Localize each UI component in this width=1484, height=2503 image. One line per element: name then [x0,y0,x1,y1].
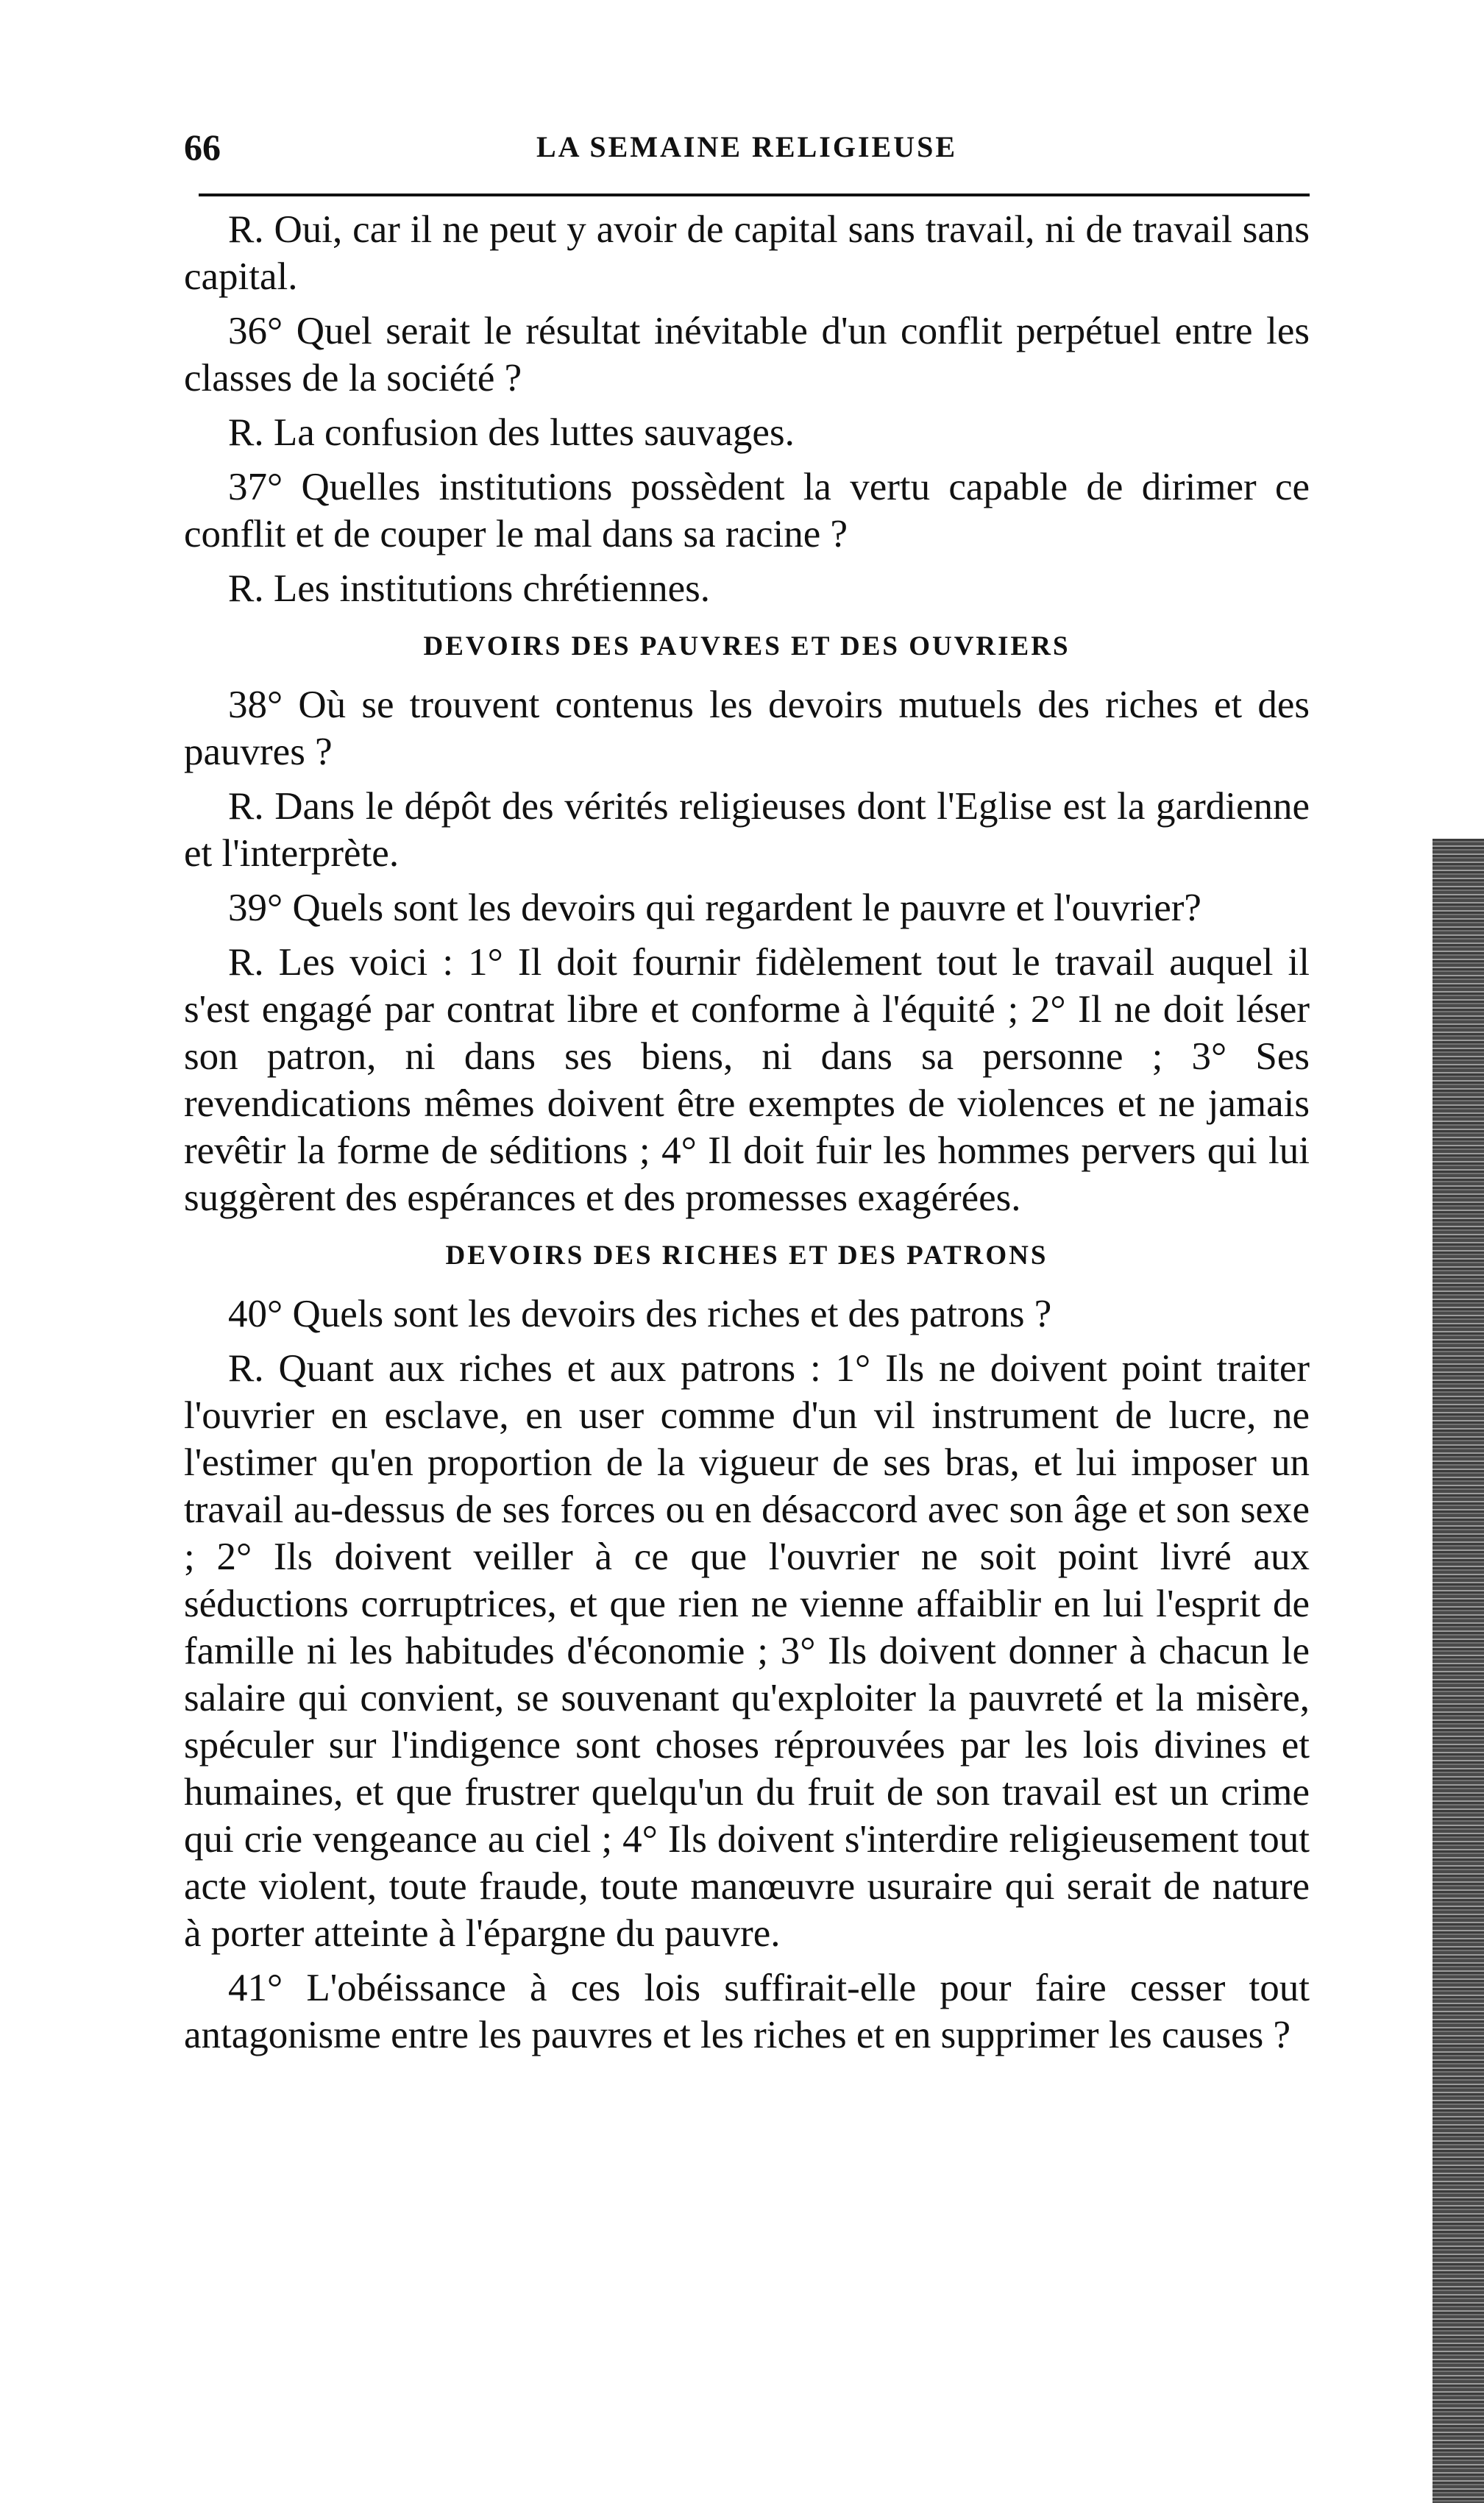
page-number: 66 [184,127,221,168]
answer-paragraph: R. Oui, car il ne peut y avoir de capital sans travail, ni de travail sans capital. [184,208,1310,298]
answer-paragraph: R. Les institutions chrétiennes. [228,567,711,610]
question-39: 39° Quels sont les devoirs qui regardent le pauvre et l'ouvrier? [228,887,1201,929]
question-40: 40° Quels sont les devoirs des riches et des patrons ? [228,1293,1052,1335]
answer-paragraph: R. Dans le dépôt des vérités religieuses dont l'Eglise est la gardienne et l'interprète. [184,785,1310,875]
question-37: 37° Quelles institutions possèdent la vertu capable de dirimer ce conflit et de couper le mal dans sa racine ? [184,466,1310,555]
answer-paragraph: R. La confusion des luttes sauvages. [228,411,795,454]
header-rule [199,194,1310,196]
question-36: 36° Quel serait le résultat inévitable d'un conflit perpétuel entre les classes de la société ? [184,310,1310,400]
section-heading-riches: DEVOIRS DES RICHES ET DES PATRONS [445,1240,1048,1271]
body-text [184,206,1310,2066]
question-38: 38° Où se trouvent contenus les devoirs mutuels des riches et des pauvres ? [184,684,1310,773]
scanned-page-edge [1432,839,1484,2503]
question-41: 41° L'obéissance à ces lois suffirait-elle pour faire cesser tout antagonisme entre les pauvres et les riches et en supprimer les causes ? [184,1967,1310,2056]
page-header [184,118,1310,177]
section-heading-pauvres: DEVOIRS DES PAUVRES ET DES OUVRIERS [423,631,1071,661]
running-head: LA SEMAINE RELIGIEUSE [536,130,958,163]
answer-paragraph: R. Les voici : 1° Il doit fournir fidèlement tout le travail auquel il s'est engagé par contrat libre et conforme à l'équité ; 2° Il ne doit léser son patron, ni dans ses biens, ni dans sa personne ; 3° Ses revendications mêmes doivent être exemptes de violences et ne jamais revêtir la forme de séditions ; 4° Il doit fuir les hommes pervers qui lui suggèrent des espérances et des promesses exagérées. [184,941,1310,1219]
answer-paragraph: R. Quant aux riches et aux patrons : 1° Ils ne doivent point traiter l'ouvrier en esclave, en user comme d'un vil instrument de lucre, ne l'estimer qu'en proportion de la vigueur de ses bras, et lui imposer un travail au-dessus de ses forces ou en désaccord avec son âge et son sexe ; 2° Ils doivent veiller à ce que l'ouvrier ne soit point livré aux séductions corruptrices, et que rien ne vienne affaiblir en lui l'esprit de famille ni les habitudes d'économie ; 3° Ils doivent donner à chacun le salaire qui convient, se souvenant qu'exploiter la pauvreté et la misère, spéculer sur l'indigence sont choses réprouvées par les lois divines et humaines, et que frustrer quelqu'un du fruit de son travail est un crime qui crie vengeance au ciel ; 4° Ils doivent s'interdire religieusement tout acte violent, toute fraude, toute manœuvre usuraire qui serait de nature à porter atteinte à l'épargne du pauvre. [184,1347,1310,1955]
